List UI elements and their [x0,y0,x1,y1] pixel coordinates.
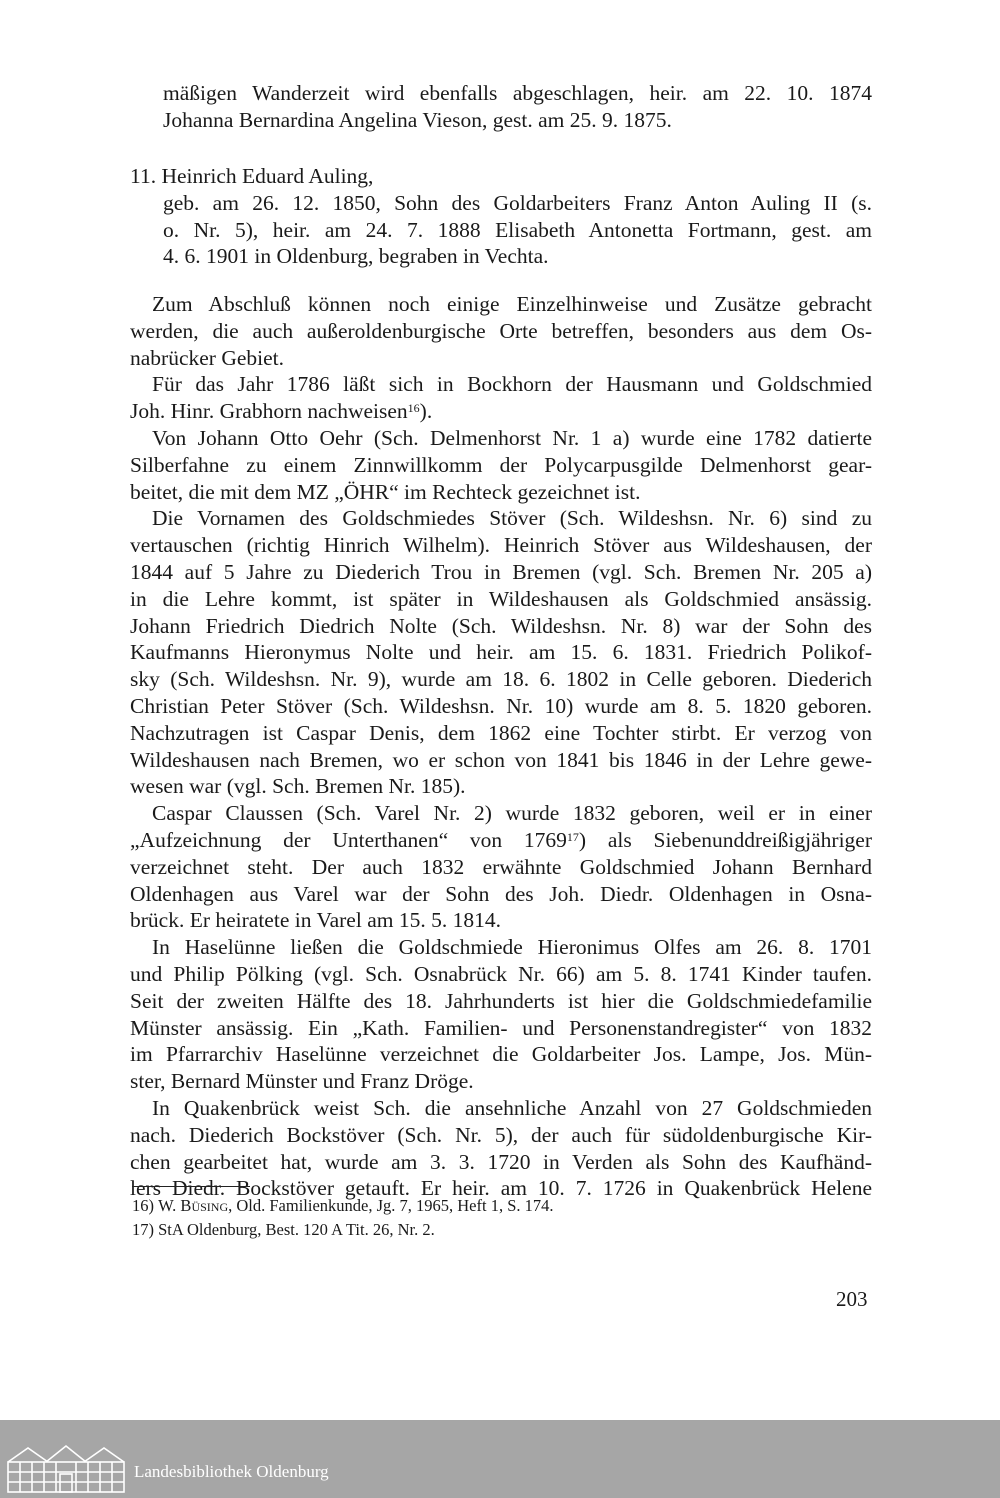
text-line: In Quakenbrück weist Sch. die ansehnliche Anzahl von 27 Goldschmieden [152,1095,872,1120]
text-line: Caspar Claussen (Sch. Varel Nr. 2) wurde 1832 geboren, weil er in einer [152,801,872,826]
text-line [130,827,872,854]
library-footer [0,1420,1000,1498]
text-line: 4. 6. 1901 in Oldenburg, begraben in Vechta. [163,244,549,269]
text-line: verzeichnet steht. Der auch 1832 erwähnte Goldschmied Johann Bernhard [130,854,872,879]
paragraph [130,425,872,505]
text-line: wesen war (vgl. Sch. Bremen Nr. 185). [130,774,466,799]
footnote-number: 17) [132,1220,154,1239]
page-number: 203 [836,1287,868,1311]
text-line: werden, die auch außeroldenburgische Orte betreffen, besonders aus dem Os- [130,318,872,343]
entry-heading: 11. Heinrich Eduard Auling, [130,164,374,188]
text-line: Von Johann Otto Oehr (Sch. Delmenhorst Nr. 1 a) wurde eine 1782 datierte [152,425,872,450]
text-line: 1844 auf 5 Jahre zu Diederich Trou in Bremen (vgl. Sch. Bremen Nr. 205 a) [130,559,872,584]
text-line: chen gearbeitet hat, wurde am 3. 3. 1720 in Verden als Sohn des Kaufhänd- [130,1149,872,1174]
text-line: ster, Bernard Münster und Franz Dröge. [130,1069,474,1094]
text-span: ) als Siebenunddreißigjähriger [578,827,872,852]
continued-entry [130,80,872,134]
text-line: In Haselünne ließen die Goldschmiede Hieronimus Olfes am 26. 8. 1701 [152,935,872,960]
library-name[interactable]: Landesbibliothek Oldenburg [134,1462,329,1481]
footnote-ref-16[interactable]: 16 [407,401,420,416]
footnotes [132,1194,554,1242]
text-span: „Aufzeichnung der Unterthanen“ von 1769 [130,827,567,852]
text-span: Joh. Hinr. Grabhorn nachweisen [130,399,408,424]
text-line: Die Vornamen des Goldschmiedes Stöver (Sch. Wildeshsn. Nr. 6) sind zu [152,506,872,531]
text-line: lers Diedr. Bockstöver getauft. Er heir. am 10. 7. 1726 in Quakenbrück Helene [130,1176,872,1201]
text-line: o. Nr. 5), heir. am 24. 7. 1888 Elisabeth Antonetta Fortmann, gest. am [163,217,872,242]
text-line: brück. Er heiratete in Varel am 15. 5. 1814. [130,908,501,933]
text-line: geb. am 26. 12. 1850, Sohn des Goldarbeiters Franz Anton Auling II (s. [163,190,872,215]
footnote-author: W. Büsing [158,1196,229,1215]
text-line: nach. Diederich Bockstöver (Sch. Nr. 5), der auch für südoldenburgische Kir- [130,1122,872,1147]
text-line: Nachzutragen ist Caspar Denis, dem 1862 eine Tochter stirbt. Er verzog von [130,720,872,745]
paragraph [130,505,872,800]
paragraph [130,371,872,425]
text-line: Münster ansässig. Ein „Kath. Familien- und Personenstandregister“ von 1832 [130,1015,872,1040]
text-line: und Philip Pölking (vgl. Sch. Osnabrück Nr. 66) am 5. 8. 1741 Kinder taufen. [130,961,872,986]
text-line: beitet, die mit dem MZ „ÖHR“ im Rechteck gezeichnet ist. [130,479,641,504]
text-span: ). [419,399,433,424]
text-line: in die Lehre kommt, ist später in Wildeshausen als Goldschmied ansässig. [130,586,872,611]
text-line: Seit der zweiten Hälfte des 18. Jahrhunderts ist hier die Goldschmiedefamilie [130,988,872,1013]
text-line: sky (Sch. Wildeshsn. Nr. 9), wurde am 18. 6. 1802 in Celle geboren. Diederich [130,667,872,692]
entry-11 [130,163,872,270]
text-line: Kaufmanns Hieronymus Nolte und heir. am 15. 6. 1831. Friedrich Polikof- [130,640,872,665]
text-line: Christian Peter Stöver (Sch. Wildeshsn. Nr. 10) wurde am 8. 5. 1820 geboren. [130,693,872,718]
footnote-divider [132,1186,250,1187]
footnote-16 [132,1194,554,1218]
text-line: Wildeshausen nach Bremen, wo er schon von 1841 bis 1846 in der Lehre gewe- [130,747,872,772]
text-line [130,398,872,425]
text-line: Johann Friedrich Diedrich Nolte (Sch. Wildeshsn. Nr. 8) war der Sohn des [130,613,872,638]
paragraph [130,934,872,1095]
library-building-icon [6,1444,126,1494]
paragraph [130,800,872,934]
text-line: vertauschen (richtig Hinrich Wilhelm). Heinrich Stöver aus Wildeshausen, der [130,533,872,558]
footnote-17 [132,1218,554,1242]
text-line: Für das Jahr 1786 läßt sich in Bockhorn der Hausmann und Goldschmied [152,372,872,397]
text-line: Johanna Bernardina Angelina Vieson, gest. am 25. 9. 1875. [163,107,672,132]
text-line: Zum Abschluß können noch einige Einzelhinweise und Zusätze gebracht [152,292,872,316]
footnote-text: , Old. Familienkunde, Jg. 7, 1965, Heft 1, S. 174. [228,1196,554,1215]
text-line: Oldenhagen aus Varel war der Sohn des Joh. Diedr. Oldenhagen in Osna- [130,881,872,906]
footnote-ref-17[interactable]: 17 [566,829,579,844]
body-text [130,291,872,1202]
text-line: Silberfahne zu einem Zinnwillkomm der Polycarpusgilde Delmenhorst gear- [130,452,872,477]
paragraph [130,291,872,371]
footnote-text: StA Oldenburg, Best. 120 A Tit. 26, Nr. 2. [158,1220,435,1239]
text-line: im Pfarrarchiv Haselünne verzeichnet die Goldarbeiter Jos. Lampe, Jos. Mün- [130,1042,872,1067]
text-line: nabrücker Gebiet. [130,345,285,370]
footnote-number: 16) [132,1196,154,1215]
text-line: mäßigen Wanderzeit wird ebenfalls abgeschlagen, heir. am 22. 10. 1874 [163,81,872,105]
